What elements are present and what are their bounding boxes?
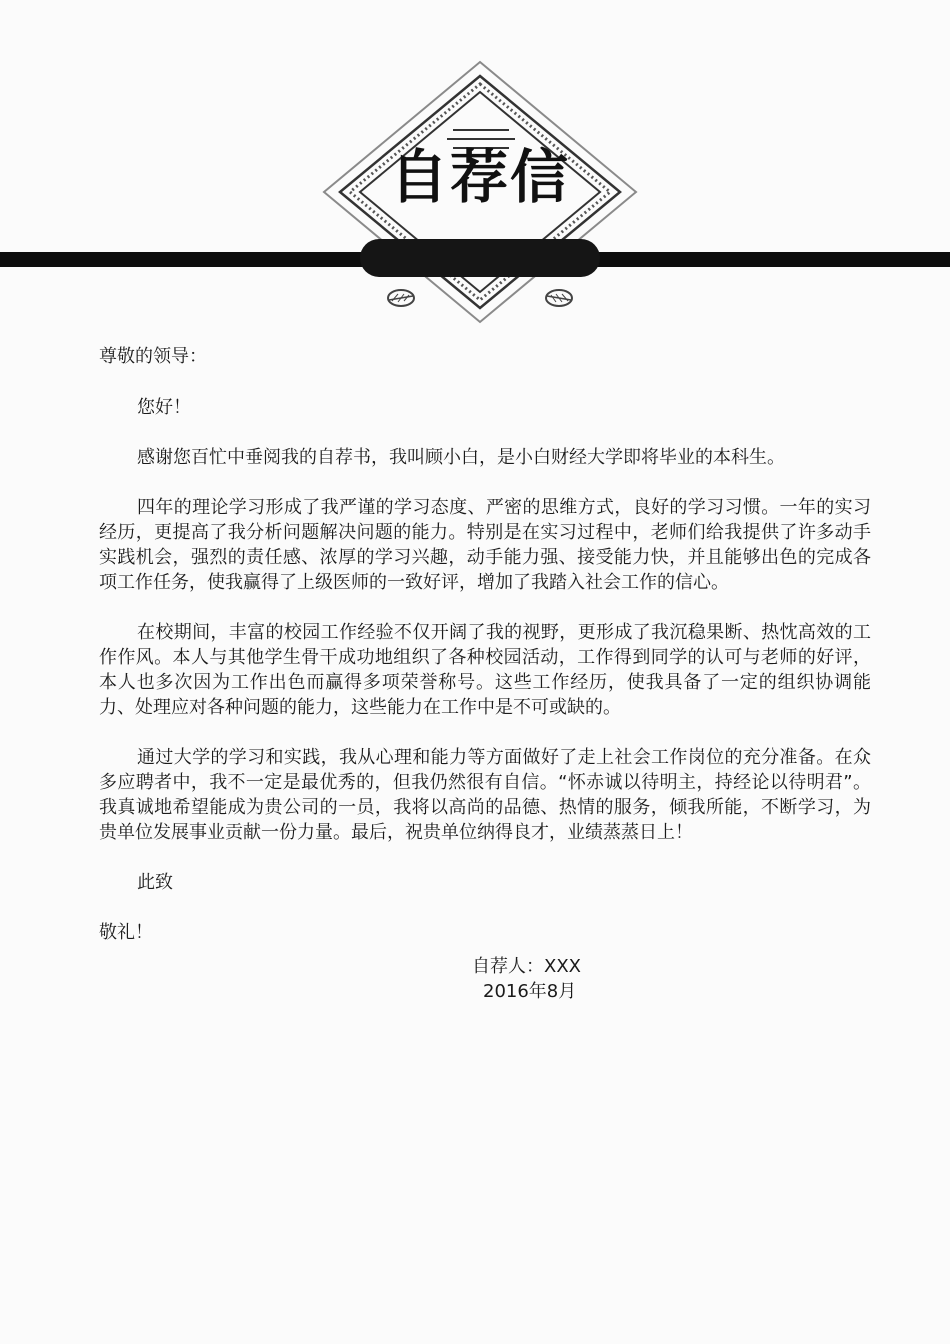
paragraph-intro: 感谢您百忙中垂阅我的自荐书，我叫顾小白，是小白财经大学即将毕业的本科生。 [137, 447, 785, 468]
paragraph-study: 四年的理论学习形成了我严谨的学习态度、严密的思维方式，良好的学习习惯。一年的实习经历，更提高了我分析问题解决问题的能力。特别是在实习过程中，老师们给我提供了许多动手实践机会，强烈的责任感、浓厚的学习兴趣，动手能力强、接受能力快，并且能够出色的完成各项工作任务，使我赢得了上级医师的一致好评，增加了我踏入社会工作的信心。 [99, 497, 871, 593]
greeting: 您好！ [137, 397, 191, 418]
leaf-left-icon [388, 290, 414, 306]
closing-regards: 此致 [137, 872, 173, 893]
closing-salute: 敬礼！ [99, 922, 153, 943]
leaf-right-icon [546, 290, 572, 306]
paragraph-campus: 在校期间，丰富的校园工作经验不仅开阔了我的视野，更形成了我沉稳果断、热忱高效的工作作风。本人与其他学生骨干成功地组织了各种校园活动，工作得到同学的认可与老师的好评，本人也多次因为工作出色而赢得多项荣誉称号。这些工作经历，使我具备了一定的组织协调能力、处理应对各种问题的能力，这些能力在工作中是不可或缺的。 [99, 622, 871, 718]
salutation: 尊敬的领导： [99, 346, 207, 367]
letter-body [99, 344, 871, 945]
page-title: 自荐信 [389, 143, 570, 211]
header-decoration [0, 0, 950, 340]
signature-block [472, 954, 581, 1004]
paragraph-closing: 通过大学的学习和实践，我从心理和能力等方面做好了走上社会工作岗位的充分准备。在众多应聘者中，我不一定是最优秀的，但我仍然很有自信。“怀赤诚以待明主，持经论以待明君”。我真诚地希望能成为贵公司的一员，我将以高尚的品德、热情的服务，倾我所能，不断学习，为贵单位发展事业贡献一份力量。最后，祝贵单位纳得良才，业绩蒸蒸日上！ [99, 747, 871, 843]
signature-name: 自荐人：XXX [472, 956, 581, 977]
signature-date: 2016年8月 [483, 981, 577, 1002]
